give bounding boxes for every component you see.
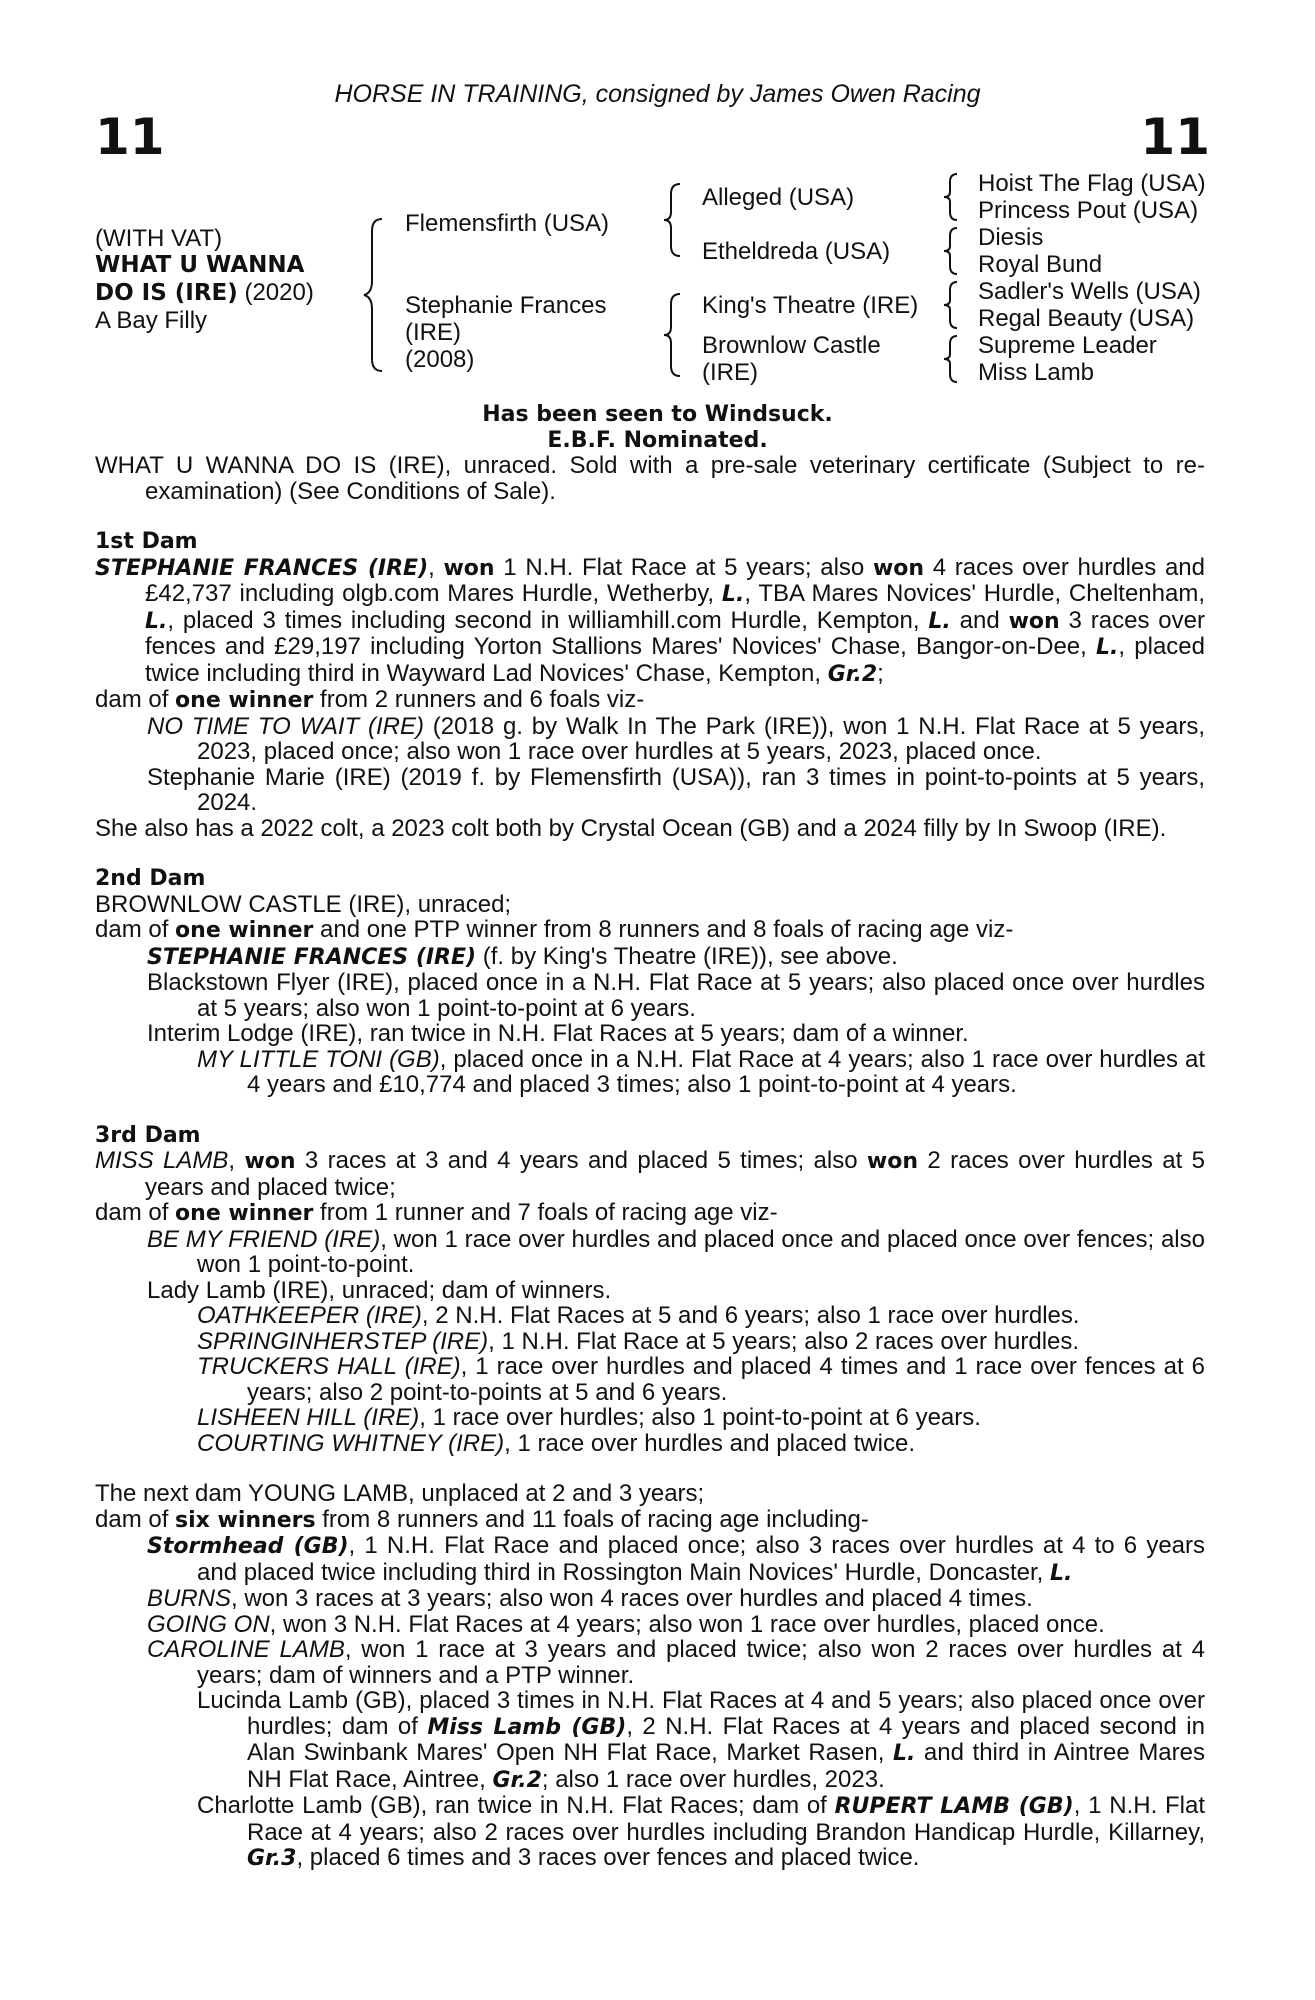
dam1-heading: 1st Dam xyxy=(95,529,198,554)
text-run: one winner xyxy=(175,918,314,943)
page-subtitle: HORSE IN TRAINING, consigned by James Owen Racing xyxy=(334,80,981,108)
pedigree-brace-main xyxy=(360,215,390,375)
text-run: , 1 N.H. Flat Race at 5 years; also 2 races over hurdles. xyxy=(488,1327,1080,1355)
text-run: , won 1 race over hurdles and placed once and placed once over fences; also won 1 point-to-point. xyxy=(197,1225,1205,1278)
text-run: Gr.2 xyxy=(492,1767,542,1793)
text-run: Stormhead (GB) xyxy=(147,1534,349,1559)
text-run: NO TIME TO WAIT (IRE) xyxy=(147,712,424,740)
horse-name-line2: DO IS (IRE) xyxy=(95,280,238,306)
text-run: L. xyxy=(1050,1560,1073,1586)
pedigree-brace-g2 xyxy=(940,224,962,278)
dam3-grandproduce-item xyxy=(197,1354,1205,1405)
text-run: 1 N.H. Flat Race at 5 years; also xyxy=(494,553,873,581)
dam4-grandproduce-item xyxy=(197,1793,1205,1872)
text-run: (2018 g. by Walk In The Park (IRE)), won 1 N.H. Flat Race at 5 years, 2023, placed once; also won 1 race over hurdles at 5 years, 2023, placed once. xyxy=(197,712,1205,765)
text-run: , won 3 N.H. Flat Races at 4 years; also won 1 race over hurdles, placed once. xyxy=(269,1610,1105,1638)
text-run: GOING ON xyxy=(147,1610,270,1638)
text-run: dam of xyxy=(95,1199,176,1226)
dam3-produce-summary xyxy=(95,1200,1205,1227)
pedigree-brace-g1 xyxy=(940,170,962,224)
text-run: Gr.3 xyxy=(247,1846,297,1871)
dam3-produce-item xyxy=(147,1278,1205,1304)
horse-identity xyxy=(95,225,355,334)
text-run: , 1 N.H. Flat Race and placed once; also 3 races over hurdles at 4 to 6 years and placed twice including third in Rossington Main Novices' Hurdle, Doncaster, xyxy=(197,1532,1206,1586)
text-run: , placed 3 times including second in williamhill.com Hurdle, Kempton, xyxy=(167,606,929,634)
text-run: SPRINGINHERSTEP (IRE) xyxy=(197,1327,489,1355)
text-run: LISHEEN HILL (IRE) xyxy=(197,1404,420,1431)
pedigree-brace-dam xyxy=(660,290,686,380)
dam2-record xyxy=(95,892,1205,918)
pedigree-g4: Royal Bund xyxy=(978,251,1103,278)
pedigree-dam-line3: (2008) xyxy=(405,346,475,373)
text-run: BURNS xyxy=(147,1585,232,1612)
text-run: Blackstown Flyer (IRE), placed once in a N.H. Flat Race at 5 years; also placed once over hurdles at 5 years; also won 1 point-to-point at 6 years. xyxy=(147,969,1205,1022)
text-run: , placed twice including third in Wayward Lad Novices' Chase, Kempton, xyxy=(145,633,1205,687)
pedigree-col3 xyxy=(978,170,1206,386)
text-run: and xyxy=(950,606,1009,634)
text-run: and one PTP winner from 8 runners and 8 foals of racing age viz- xyxy=(313,916,1014,943)
text-run: , 1 race over hurdles; also 1 point-to-point at 6 years. xyxy=(419,1404,981,1431)
pedigree-dam-line1: Stephanie Frances xyxy=(405,292,607,319)
windsuck-note: Has been seen to Windsuck. xyxy=(482,402,833,427)
text-run: , placed 6 times and 3 races over fences and placed twice. xyxy=(296,1844,920,1871)
horse-name-line1: WHAT U WANNA xyxy=(95,252,305,278)
text-run: won xyxy=(866,1149,919,1174)
text-run: TRUCKERS HALL (IRE) xyxy=(197,1353,461,1380)
dam2-produce-summary xyxy=(95,917,1205,944)
pedigree-brace-g4 xyxy=(940,332,962,386)
text-run: , 1 race over hurdles and placed twice. xyxy=(504,1429,916,1457)
dam1-foals-note xyxy=(95,816,1205,842)
sale-notes xyxy=(0,402,1315,453)
text-run: , 1 N.H. Flat Race at 4 years; also 2 races over hurdles including Brandon Handicap Hurdle, Killarney, xyxy=(247,1792,1206,1846)
dam3-grandproduce-item xyxy=(197,1303,1205,1329)
pedigree-dam-dam-line1: Brownlow Castle xyxy=(702,332,881,359)
pedigree-g5: Sadler's Wells (USA) xyxy=(978,278,1201,305)
pedigree-brace-sire xyxy=(660,180,686,260)
text-run: won xyxy=(1008,608,1060,634)
text-run: She also has a 2022 colt, a 2023 colt both by Crystal Ocean (GB) and a 2024 filly by In Swoop (IRE). xyxy=(95,814,1167,842)
text-run: BE MY FRIEND (IRE) xyxy=(147,1225,381,1253)
pedigree-g8: Miss Lamb xyxy=(978,359,1095,386)
dam4-record xyxy=(95,1481,1205,1507)
dam2-grandproduce-item xyxy=(197,1047,1205,1098)
text-run: L. xyxy=(1096,635,1119,660)
text-run: , 2 N.H. Flat Races at 4 years and placed second in Alan Swinbank Mares' Open NH Flat Race, Market Rasen, xyxy=(247,1712,1205,1766)
text-run: Stephanie Marie (IRE) (2019 f. by Flemensfirth (USA)), ran 3 times in point-to-points at 5 years, 2024. xyxy=(147,763,1205,816)
dam1-racing-record xyxy=(95,555,1205,688)
pedigree-sire-dam: Etheldreda (USA) xyxy=(702,238,891,265)
text-run: Gr.2 xyxy=(827,661,878,687)
pedigree-g1: Hoist The Flag (USA) xyxy=(978,170,1206,197)
text-run: Lucinda Lamb (GB), placed 3 times in N.H. Flat Races at 4 and 5 years; also placed once over hurdles; dam of xyxy=(197,1687,1205,1740)
text-run: , won 1 race at 3 years and placed twice; also won 2 races over hurdles at 4 years; dam of winners and a PTP winner. xyxy=(197,1636,1206,1689)
intro-paragraph: WHAT U WANNA DO IS (IRE), unraced. Sold with a pre-sale veterinary certificate (Subject to re-examination) (See Conditions of Sale). xyxy=(95,452,1205,505)
text-run: ; also 1 race over hurdles, 2023. xyxy=(541,1765,885,1793)
text-run: , 2 N.H. Flat Races at 5 and 6 years; also 1 race over hurdles. xyxy=(421,1302,1080,1329)
text-run: , won 3 races at 3 years; also won 4 races over hurdles and placed 4 times. xyxy=(231,1585,1033,1612)
text-run: 3 races over fences and £29,197 including Yorton Stallions Mares' Novices' Chase, Bangor-on-Dee, xyxy=(145,606,1205,660)
dam3-record xyxy=(95,1148,1205,1200)
lot-number-right: 11 xyxy=(1140,108,1210,166)
text-run: and third in Aintree Mares NH Flat Race, Aintree, xyxy=(247,1739,1205,1793)
text-run: from 8 runners and 11 foals of racing age including- xyxy=(315,1505,869,1533)
pedigree-dam xyxy=(405,292,645,373)
text-run: dam of xyxy=(95,916,176,943)
dam1-produce-item xyxy=(147,714,1205,765)
dam2-produce-item xyxy=(147,944,1205,971)
text-run: , xyxy=(428,553,444,581)
text-run: , 1 race over hurdles and placed 4 times and 1 race over fences at 6 years; also 2 point-to-points at 5 and 6 years. xyxy=(247,1353,1205,1406)
pedigree-g2: Princess Pout (USA) xyxy=(978,197,1199,224)
dam2-produce-item xyxy=(147,970,1205,1021)
text-run: 2 races over hurdles at 5 years and placed twice; xyxy=(145,1147,1206,1201)
pedigree-g3: Diesis xyxy=(978,224,1044,251)
pedigree-dam-dam xyxy=(702,332,922,386)
text-run: RUPERT LAMB (GB) xyxy=(834,1794,1074,1819)
text-run: Miss Lamb (GB) xyxy=(427,1714,627,1740)
dam3-grandproduce-item xyxy=(197,1329,1205,1355)
horse-description: A Bay Filly xyxy=(95,307,208,334)
text-run: OATHKEEPER (IRE) xyxy=(197,1302,422,1329)
pedigree-brace-g3 xyxy=(940,278,962,332)
horse-foaling-year: (2020) xyxy=(237,279,314,306)
text-run: STEPHANIE FRANCES (IRE) xyxy=(95,555,429,581)
dam1-produce-summary xyxy=(95,687,1205,714)
text-run: won xyxy=(443,555,495,581)
dam4-produce-item xyxy=(147,1637,1205,1688)
pedigree-dam-dam-line2: (IRE) xyxy=(702,359,758,386)
text-run: , placed once in a N.H. Flat Race at 4 years; also 1 race over hurdles at 4 years and £10,774 and placed 3 times; also 1 point-to-point at 4 years. xyxy=(247,1045,1205,1098)
text-run: L. xyxy=(721,582,745,607)
text-run: Charlotte Lamb (GB), ran twice in N.H. Flat Races; dam of xyxy=(197,1792,835,1819)
text-run: dam of xyxy=(95,1505,176,1533)
dam1-produce-item xyxy=(147,765,1205,816)
text-run: 3 races at 3 and 4 years and placed 5 times; also xyxy=(295,1147,867,1174)
text-run: L. xyxy=(928,608,951,634)
text-run: 4 races over hurdles and £42,737 including olgb.com Mares Hurdle, Wetherby, xyxy=(145,553,1205,607)
text-run: , TBA Mares Novices' Hurdle, Cheltenham, xyxy=(744,580,1205,607)
dam3-grandproduce-item xyxy=(197,1405,1205,1431)
text-run: won xyxy=(872,555,925,581)
text-run: one winner xyxy=(175,1201,314,1226)
pedigree-sire-sire: Alleged (USA) xyxy=(702,184,855,211)
text-run: Lady Lamb (IRE), unraced; dam of winners. xyxy=(147,1276,612,1304)
pedigree-sire: Flemensfirth (USA) xyxy=(405,210,610,237)
dam4-produce-item xyxy=(147,1533,1205,1586)
dam4-produce-summary xyxy=(95,1507,1205,1534)
text-run: from 1 runner and 7 foals of racing age viz- xyxy=(313,1199,778,1226)
ebf-note: E.B.F. Nominated. xyxy=(547,427,768,453)
text-run: L. xyxy=(145,608,168,634)
text-run: Interim Lodge (IRE), ran twice in N.H. Flat Races at 5 years; dam of a winner. xyxy=(147,1020,969,1047)
text-run: The next dam YOUNG LAMB, unplaced at 2 and 3 years; xyxy=(95,1480,705,1507)
text-run: STEPHANIE FRANCES (IRE) xyxy=(147,944,477,970)
text-run: (f. by King's Theatre (IRE)), see above. xyxy=(476,942,898,970)
dam4-produce-item xyxy=(147,1612,1205,1638)
dam4-produce-item xyxy=(147,1586,1205,1612)
dam3-grandproduce-item xyxy=(197,1431,1205,1457)
text-run: L. xyxy=(892,1741,916,1766)
dam2-produce-item xyxy=(147,1021,1205,1047)
text-run: COURTING WHITNEY (IRE) xyxy=(197,1429,505,1457)
pedigree-g6: Regal Beauty (USA) xyxy=(978,305,1195,332)
text-run: MY LITTLE TONI (GB) xyxy=(197,1045,440,1073)
dam3-produce-item xyxy=(147,1227,1205,1278)
text-run: six winners xyxy=(175,1507,316,1533)
text-run: one winner xyxy=(175,688,314,713)
text-run: ; xyxy=(877,659,884,687)
dam2-heading: 2nd Dam xyxy=(95,866,206,891)
catalogue-body xyxy=(95,453,1205,1872)
text-run: won xyxy=(244,1149,296,1174)
text-run: dam of xyxy=(95,686,176,713)
text-run: MISS LAMB xyxy=(95,1147,229,1174)
text-run: , xyxy=(228,1147,245,1174)
text-run: from 2 runners and 6 foals viz- xyxy=(313,686,645,713)
pedigree-g7: Supreme Leader xyxy=(978,332,1157,359)
dam3-heading: 3rd Dam xyxy=(95,1122,201,1148)
pedigree-dam-line2: (IRE) xyxy=(405,319,461,346)
vat-label: (WITH VAT) xyxy=(95,225,223,252)
text-run: BROWNLOW CASTLE (IRE), unraced; xyxy=(95,890,512,918)
text-run: CAROLINE LAMB xyxy=(147,1636,345,1663)
lot-number-left: 11 xyxy=(95,108,165,166)
pedigree-dam-sire: King's Theatre (IRE) xyxy=(702,292,919,319)
dam4-grandproduce-item xyxy=(197,1688,1205,1793)
